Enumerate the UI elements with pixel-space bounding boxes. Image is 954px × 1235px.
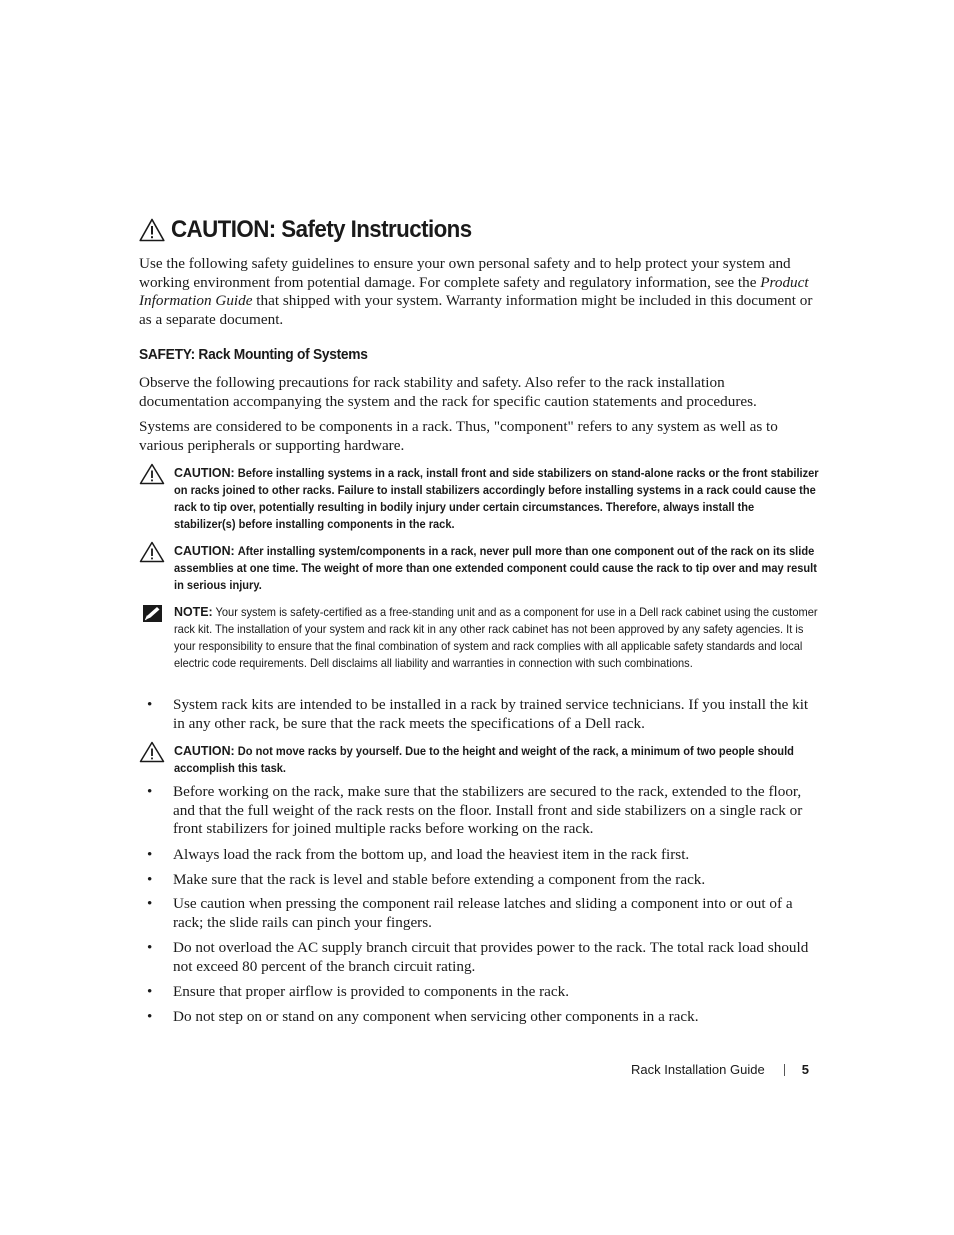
page-footer [631,1062,809,1077]
list-item-text: Do not step on or stand on any component when servicing other components in a rack. [173,1008,699,1025]
warning-triangle-icon [139,218,165,242]
list-item [147,871,817,890]
list-item [147,939,817,976]
warning-triangle-icon [139,463,165,485]
intro-guide-title: Product Information Guide [139,273,809,310]
caution-stabilizers [139,464,819,533]
components-paragraph: Systems are considered to be components in a rack. Thus, "component" refers to any system as well as to various peripherals or supporting hardware. [139,418,778,454]
precautions-paragraph: Observe the following precautions for rack stability and safety. Also refer to the rack installation documentation accompanying the system and the rack for specific caution statements and procedures. [139,374,757,410]
bullet-glyph: • [147,783,153,800]
intro-paragraph [139,255,815,329]
caution-label: CAUTION: [174,543,235,558]
warning-triangle-icon [139,541,165,563]
list-item [147,983,817,1002]
note-text: Your system is safety-certified as a free-standing unit and as a component for use in a Dell rack cabinet using the customer rack kit. The installation of your system and rack kit in any other rack cabinet has not been approved by any safety agencies. It is your responsibility to ensure that the final combination of system and rack complies with all applicable safety standards and local electric code requirements. Dell disclaims all liability and warranties in connection with such combinations. [174,606,818,670]
list-item [147,1008,817,1027]
caution-text: Do not move racks by yourself. Due to the height and weight of the rack, a minimum of two people should accomplish this task. [174,745,794,775]
list-item-text: Do not overload the AC supply branch circuit that provides power to the rack. The total rack load should not exceed 80 percent of the branch circuit rating. [173,939,809,975]
page-title: CAUTION: Safety Instructions [171,216,472,243]
bullet-glyph: • [147,1008,153,1025]
bullet-glyph: • [147,871,153,888]
footer-divider [784,1064,785,1076]
caution-label: CAUTION: [174,743,235,758]
caution-text: After installing system/components in a rack, never pull more than one component out of the rack on its slide assemblies at one time. The weight of more than one extended component could cause the rack to tip over and may result in serious injury. [174,545,817,592]
note-label: NOTE: [174,604,213,619]
page-number: 5 [801,1062,809,1077]
list-item-text: Ensure that proper airflow is provided to components in the rack. [173,983,570,1000]
list-item-text: Always load the rack from the bottom up, and load the heaviest item in the rack first. [173,846,690,863]
list-item [147,846,817,865]
list-item-text: Make sure that the rack is level and stable before extending a component from the rack. [173,871,706,888]
bullet-glyph: • [147,895,153,912]
section-heading: SAFETY: Rack Mounting of Systems [139,347,368,363]
bullet-glyph: • [147,983,153,1000]
list-item-text: Use caution when pressing the component rail release latches and sliding a component into or out of a rack; the slide rails can pinch your fingers. [173,895,793,931]
bullet-glyph: • [147,939,153,956]
intro-text-start: Use the following safety guidelines to ensure your own personal safety and to help protect your system and working environment from potential damage. For complete safety and regulatory information, see the [139,255,791,291]
list-item [147,783,817,839]
list-item-text: Before working on the rack, make sure that the stabilizers are secured to the rack, extended to the floor, and that the full weight of the rack rests on the floor. Install front and side stabilizers on a single rack or front stabilizers for joined multiple racks before working on the rack. [173,783,803,838]
warning-triangle-icon [139,741,165,763]
page-title-row [139,216,494,244]
caution-label: CAUTION: [174,465,235,480]
note-pencil-icon [139,602,165,624]
list-item-text: System rack kits are intended to be installed in a rack by trained service technicians. If you install the kit in any other rack, be sure that the rack meets the specifications of a Dell rack. [173,696,809,732]
list-item [147,895,817,932]
footer-guide-name: Rack Installation Guide [631,1062,765,1077]
caution-moving-racks [139,742,819,777]
list-item [147,696,817,733]
bullet-glyph: • [147,846,153,863]
note-safety-certification [139,603,819,672]
intro-text-end: that shipped with your system. Warranty information might be included in this document or as a separate document. [139,292,813,328]
bullet-glyph: • [147,696,153,713]
caution-slide-assemblies [139,542,819,594]
caution-text: Before installing systems in a rack, install front and side stabilizers on stand-alone racks or the front stabilizer on racks joined to other racks. Failure to install stabilizers accordingly before installing systems in a rack could cause the rack to tip over, potentially resulting in bodily injury under certain circumstances. Therefore, always install the stabilizer(s) before installing components in the rack. [174,467,819,531]
